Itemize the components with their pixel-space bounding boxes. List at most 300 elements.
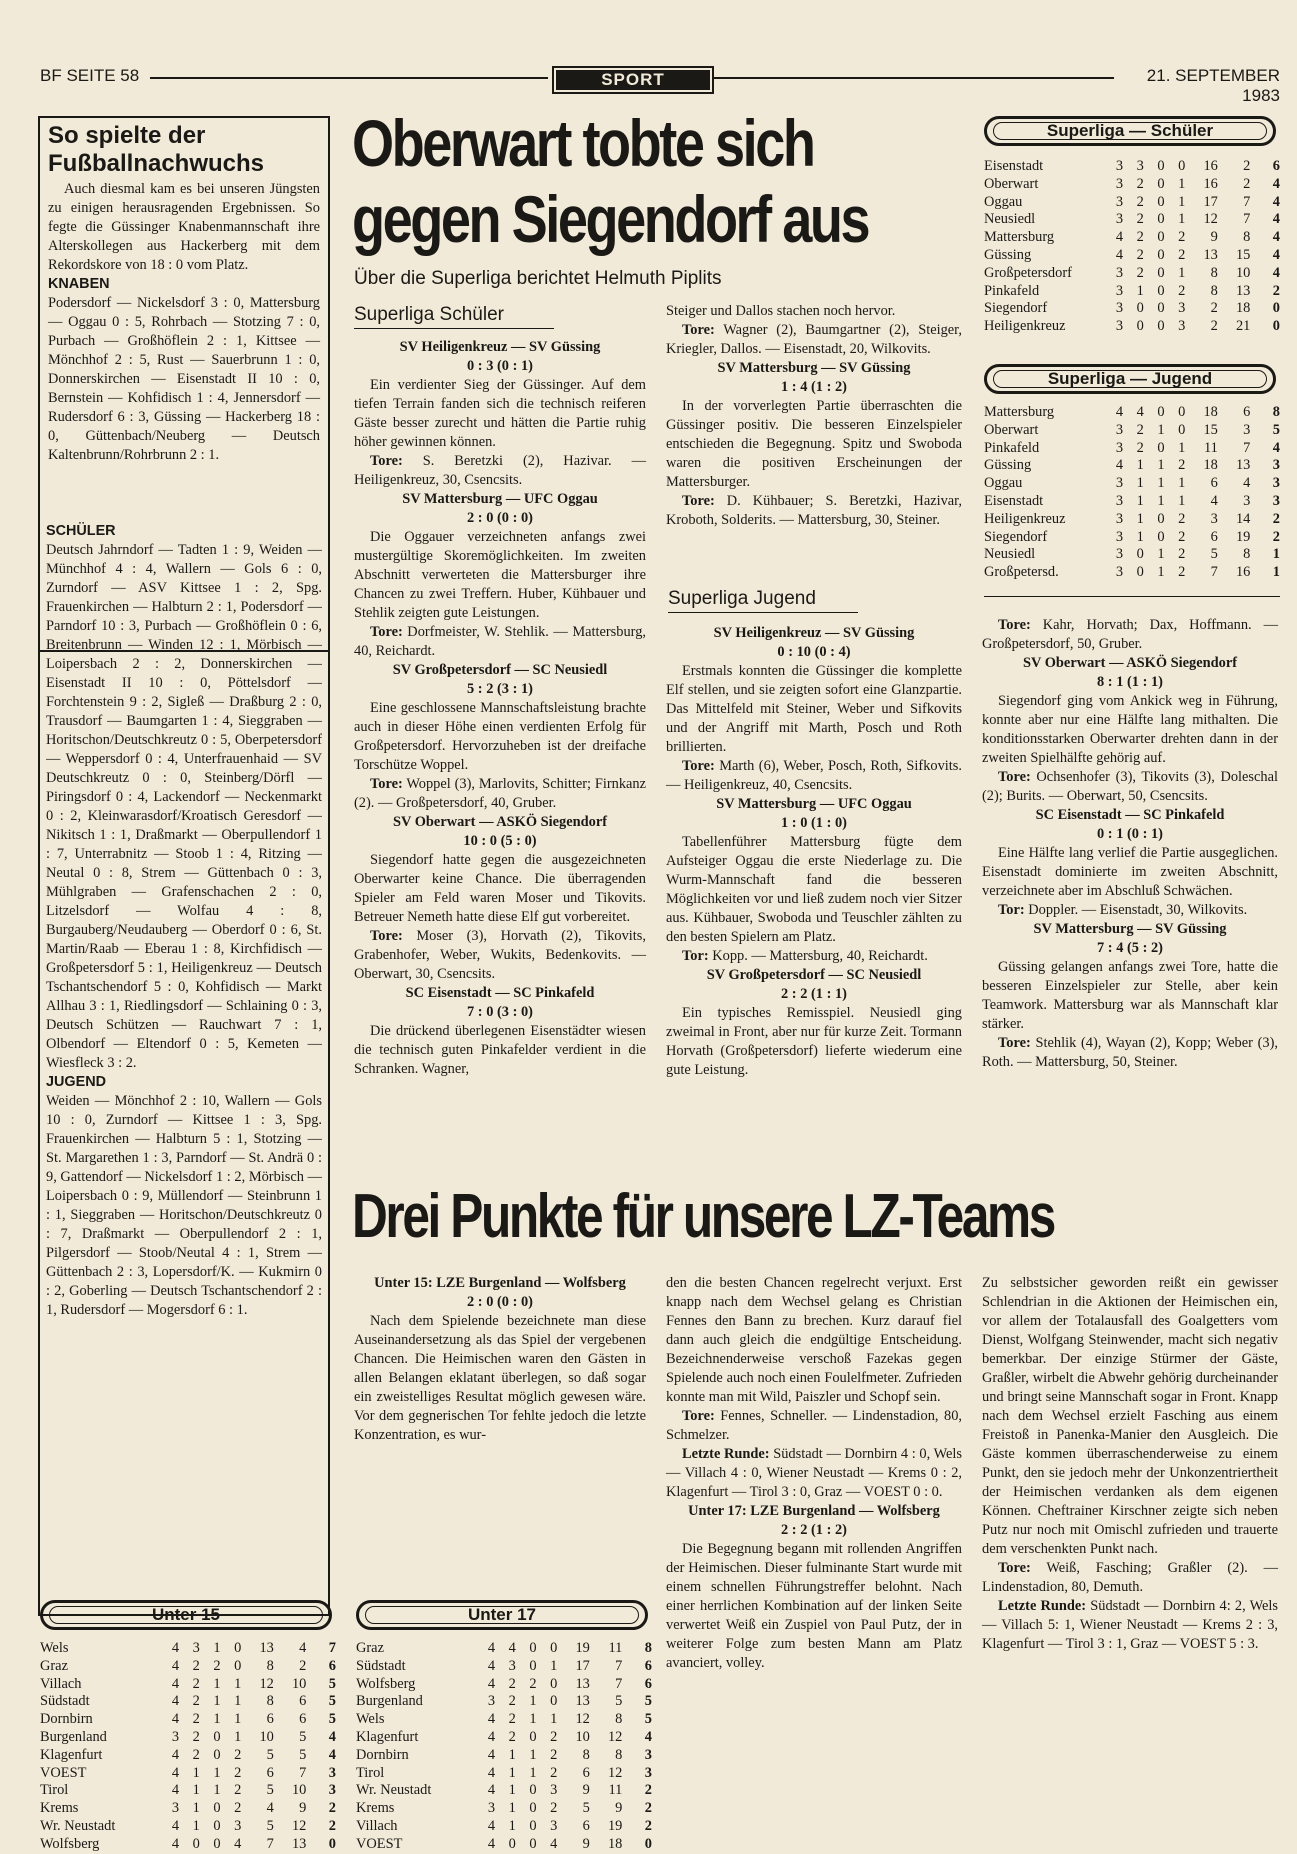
stat-cell: 14: [1235, 510, 1251, 527]
stat-cell: 8: [582, 1746, 590, 1763]
team-name: Villach: [40, 1675, 82, 1692]
paragraph: Ein verdienter Sieg der Güssinger. Auf dem tiefen Terrain fanden sich die technisch reiferen Gäste besser zurecht und hätten die Partie ruhig höher gewinnen können.: [354, 377, 646, 450]
stat-cell: 3: [328, 1764, 336, 1781]
stat-cell: 8: [266, 1693, 274, 1710]
table-row: [40, 1676, 336, 1694]
issue-date: 21. SEPTEMBER 1983: [1146, 66, 1280, 105]
team-name: Wels: [356, 1711, 385, 1728]
stat-cell: 2: [234, 1746, 242, 1763]
stat-cell: 7: [1210, 564, 1218, 581]
paragraph-continued: den die besten Chancen regelrecht verjuxt. Erst knapp nach dem Wechsel gelang es Christian Fennes den Bann zu brechen. Kurz darauf fiel dann auch gleich die endgültige Entscheidung. Bezeichnenderweise verschoß Fazekas gegen Spielende auch noch einen Foulelfmeter. Zufrieden konnte man mit Wild, Paiszler und Schopf sein.: [666, 1275, 962, 1405]
stat-cell: 8: [1243, 229, 1251, 246]
stat-cell: 2: [192, 1693, 200, 1710]
stat-cell: 2: [192, 1657, 200, 1674]
table-row: [984, 318, 1280, 336]
paragraph: Tabellenführer Mattersburg fügte dem Aufsteiger Oggau die erste Niederlage zu. Die Wurm-Mannschaft fand die besseren Möglichkeiten vor und ließ zudem noch vier Sitzer aus. Kühbauer, Swoboda und Teuschler zählten zu den besten Spielern am Platz.: [666, 834, 962, 945]
stat-cell: 0: [192, 1835, 200, 1852]
table-row: [40, 1818, 336, 1836]
stat-cell: 13: [291, 1835, 307, 1852]
paragraph: Tore: Stehlik (4), Wayan (2), Kopp; Weber (3), Roth. — Mattersburg, 50, Steiner.: [982, 1035, 1278, 1070]
stat-cell: 11: [608, 1640, 623, 1656]
stat-cell: 2: [1178, 528, 1186, 545]
team-name: Dornbirn: [40, 1711, 93, 1728]
stat-cell: 3: [1210, 510, 1218, 527]
stat-cell: 4: [171, 1764, 180, 1781]
standings-unter-15: [40, 1640, 336, 1854]
stat-cell: 2: [1178, 510, 1186, 527]
stat-cell: 2: [1178, 546, 1186, 563]
team-name: Wels: [40, 1640, 69, 1656]
headline-1-line-2: gegen Siegendorf aus: [352, 182, 869, 256]
team-name: Wr. Neustadt: [356, 1782, 432, 1799]
stat-cell: 3: [234, 1817, 242, 1834]
table-row: [356, 1676, 652, 1694]
stat-cell: 1: [1157, 421, 1165, 438]
stat-cell: 3: [171, 1800, 180, 1817]
team-name: Wolfsberg: [356, 1675, 416, 1692]
stat-cell: 19: [575, 1640, 590, 1656]
stat-cell: 1: [1178, 475, 1186, 492]
table-row: [356, 1782, 652, 1800]
stat-cell: 3: [1115, 528, 1124, 545]
stat-cell: 1: [1136, 528, 1144, 545]
stat-cell: 0: [1272, 300, 1280, 317]
paragraph-lead: Letzte Runde:: [998, 1598, 1087, 1614]
stat-cell: 17: [575, 1657, 590, 1674]
paragraph: Tore: Dorfmeister, W. Stehlik. — Mattersburg, 40, Reichardt.: [354, 624, 646, 659]
standings-superliga-schueler: [984, 158, 1280, 336]
stat-cell: 4: [328, 1746, 336, 1763]
match-heading: 0 : 1 (0 : 1): [1097, 826, 1163, 842]
match-heading: SV Heiligenkreuz — SV Güssing: [399, 339, 601, 355]
table-row: [40, 1693, 336, 1711]
stat-cell: 3: [1115, 211, 1124, 228]
team-name: VOEST: [40, 1764, 87, 1781]
team-name: Großpetersd.: [984, 564, 1059, 581]
stat-cell: 1: [550, 1657, 558, 1674]
stat-cell: 4: [1115, 404, 1124, 420]
jugend-label: JUGEND: [46, 1074, 106, 1090]
stat-cell: 2: [508, 1711, 516, 1728]
team-name: Oggau: [984, 193, 1023, 210]
table-row: [356, 1747, 652, 1765]
stat-cell: 0: [529, 1640, 537, 1656]
table-row: [984, 194, 1280, 212]
table-row: [984, 422, 1280, 440]
stat-cell: 12: [607, 1728, 623, 1745]
match-heading: SV Großpetersdorf — SC Neusiedl: [392, 662, 608, 678]
stat-cell: 4: [171, 1640, 180, 1656]
paragraph-lead: Tore:: [370, 776, 403, 792]
stat-cell: 5: [582, 1800, 590, 1817]
stat-cell: 2: [508, 1675, 516, 1692]
header-rule-right: [714, 77, 1114, 79]
stat-cell: 0: [1157, 439, 1165, 456]
stat-cell: 10: [575, 1728, 590, 1745]
stat-cell: 1: [508, 1764, 516, 1781]
team-name: Klagenfurt: [356, 1728, 419, 1745]
stat-cell: 0: [1136, 564, 1144, 581]
table-row: [40, 1658, 336, 1676]
match-heading: 0 : 10 (0 : 4): [777, 644, 851, 660]
stat-cell: 4: [487, 1728, 496, 1745]
stat-cell: 2: [1136, 421, 1144, 438]
stat-cell: 3: [644, 1764, 652, 1781]
paragraph: In der vorverlegten Partie überraschten die Güssinger positiv. Die besseren Einzelspieler entschieden die Begegnung. Spitz und Swoboda waren die positiven Erscheinungen der Mattersburger.: [666, 398, 962, 490]
stat-cell: 4: [1115, 457, 1124, 474]
table-row: [356, 1765, 652, 1783]
stat-cell: 3: [487, 1693, 496, 1710]
stat-cell: 1: [529, 1693, 537, 1710]
stat-cell: 0: [1157, 300, 1165, 317]
stat-cell: 3: [1115, 175, 1124, 192]
table-row: [984, 229, 1280, 247]
stat-cell: 0: [213, 1835, 221, 1852]
stat-cell: 13: [259, 1640, 274, 1656]
stat-cell: 1: [529, 1764, 537, 1781]
paragraph-continued: Steiger und Dallos stachen noch hervor.: [666, 303, 896, 319]
stat-cell: 12: [1203, 211, 1218, 228]
table-row: [984, 440, 1280, 458]
table-row: [984, 247, 1280, 265]
table-row: [356, 1729, 652, 1747]
table-row: [984, 493, 1280, 511]
article1-column-1: [354, 338, 646, 1079]
stat-cell: 1: [1136, 475, 1144, 492]
stat-cell: 2: [192, 1728, 200, 1745]
paragraph: Tore: Ochsenhofer (3), Tikovits (3), Doleschal (2); Burits. — Oberwart, 50, Csencsits.: [982, 769, 1278, 804]
stat-cell: 4: [1272, 439, 1280, 456]
section-label: SPORT: [552, 66, 714, 94]
stat-cell: 12: [259, 1675, 274, 1692]
stat-cell: 9: [582, 1835, 590, 1852]
stat-cell: 4: [171, 1675, 180, 1692]
stat-cell: 5: [1210, 546, 1218, 563]
stat-cell: 2: [508, 1693, 516, 1710]
table-row: [356, 1800, 652, 1818]
team-name: VOEST: [356, 1835, 403, 1852]
article1-column-2-top: [666, 302, 962, 530]
stat-cell: 2: [1243, 175, 1251, 192]
match-heading: 1 : 0 (1 : 0): [781, 815, 847, 831]
stat-cell: 3: [1115, 300, 1124, 317]
match-heading: SC Eisenstadt — SC Pinkafeld: [405, 985, 595, 1001]
stat-cell: 4: [1210, 492, 1218, 509]
stat-cell: 0: [1157, 282, 1165, 299]
stat-cell: 3: [1178, 300, 1186, 317]
stat-cell: 0: [234, 1657, 242, 1674]
subhead-rule: [668, 612, 858, 613]
table-row: [356, 1640, 652, 1658]
table-title-unter-17: Unter 17: [356, 1600, 648, 1630]
stat-cell: 1: [1136, 457, 1144, 474]
jugend-results: Weiden — Mönchhof 2 : 10, Wallern — Gols 10 : 0, Zurndorf — Kittsee 1 : 3, Spg. Frauenkirchen — Halbturn 5 : 1, Stotzing — St. Margarethen 1 : 3, Parndorf — St. Andrä 0 : 9, Gattendorf — Nickelsdorf 1 : 2, Mörbisch — Loipersbach 0 : 9, Müllendorf — Steinbrunn 1 : 1, Sieggraben — Horitschon/Deutschkreutz 0 : 7, Draßmarkt — Oberpullendorf 2 : 1, Pilgersdorf — Stoob/Neutal 4 : 1, Strem — Güttenbach 2 : 3, Lopersdorf/K. — Kukmirn 0 : 2, Goberling — Deutsch Tschantschendorf 2 : 1, Rudersdorf — Mogersdorf 6 : 1.: [46, 1093, 322, 1318]
stat-cell: 0: [1157, 404, 1165, 420]
stat-cell: 1: [192, 1817, 200, 1834]
table-row: [40, 1729, 336, 1747]
team-name: Heiligenkreuz: [984, 318, 1066, 335]
stat-cell: 18: [1203, 404, 1218, 420]
stat-cell: 2: [1178, 564, 1186, 581]
team-name: Neusiedl: [984, 211, 1036, 228]
paragraph: Tore: Wagner (2), Baumgartner (2), Steiger, Kriegler, Dallos. — Eisenstadt, 20, Wilkovits.: [666, 322, 962, 357]
table-row: [984, 475, 1280, 493]
paragraph-lead: Tor:: [682, 948, 709, 964]
paragraph: Tor: Kopp. — Mattersburg, 40, Reichardt.: [682, 948, 928, 964]
stat-cell: 3: [171, 1728, 180, 1745]
stat-cell: 6: [328, 1657, 336, 1674]
stat-cell: 2: [234, 1764, 242, 1781]
stat-cell: 0: [213, 1817, 221, 1834]
match-heading: 0 : 3 (0 : 1): [467, 358, 533, 374]
stat-cell: 2: [1136, 193, 1144, 210]
table-row: [984, 176, 1280, 194]
table-row: [984, 283, 1280, 301]
stat-cell: 6: [582, 1764, 590, 1781]
standings-unter-17: [356, 1640, 652, 1854]
stat-cell: 2: [192, 1711, 200, 1728]
stat-cell: 1: [508, 1746, 516, 1763]
match-heading: Unter 15: LZE Burgenland — Wolfsberg: [374, 1275, 626, 1291]
stat-cell: 17: [1203, 193, 1218, 210]
team-name: Burgenland: [356, 1693, 423, 1710]
stat-cell: 5: [266, 1817, 274, 1834]
stat-cell: 1: [213, 1782, 221, 1799]
stat-cell: 11: [1203, 439, 1218, 456]
team-name: Güssing: [984, 457, 1032, 474]
paragraph-lead: Tore:: [370, 624, 403, 640]
match-heading: 2 : 2 (1 : 1): [781, 986, 847, 1002]
stat-cell: 1: [1157, 457, 1165, 474]
stat-cell: 1: [1136, 282, 1144, 299]
stat-cell: 2: [1136, 264, 1144, 281]
stat-cell: 5: [328, 1693, 336, 1710]
stat-cell: 4: [171, 1835, 180, 1852]
standings-superliga-jugend: [984, 404, 1280, 582]
table-row: [984, 564, 1280, 582]
stat-cell: 7: [1243, 439, 1251, 456]
stat-cell: 5: [328, 1711, 336, 1728]
paragraph-lead: Tore:: [998, 769, 1031, 785]
stat-cell: 2: [644, 1817, 652, 1834]
stat-cell: 10: [1235, 264, 1251, 281]
stat-cell: 3: [1115, 158, 1124, 174]
stat-cell: 3: [1243, 421, 1251, 438]
stat-cell: 4: [487, 1657, 496, 1674]
stat-cell: 10: [259, 1728, 274, 1745]
stat-cell: 3: [1178, 318, 1186, 335]
stat-cell: 8: [1210, 282, 1218, 299]
stat-cell: 4: [171, 1817, 180, 1834]
stat-cell: 4: [1115, 246, 1124, 263]
paragraph: Tor: Doppler. — Eisenstadt, 30, Wilkovits.: [998, 902, 1248, 918]
article1-column-2-bottom: [666, 624, 962, 1080]
subhead-superliga-jugend: Superliga Jugend: [668, 588, 816, 609]
match-heading: 2 : 2 (1 : 2): [781, 1522, 847, 1538]
stat-cell: 0: [1136, 546, 1144, 563]
stat-cell: 1: [529, 1711, 537, 1728]
match-heading: 10 : 0 (5 : 0): [463, 833, 537, 849]
stat-cell: 2: [550, 1746, 558, 1763]
page-number: BF SEITE 58: [40, 66, 140, 85]
stat-cell: 8: [1243, 546, 1251, 563]
paragraph-lead: Tore:: [998, 617, 1031, 633]
stat-cell: 3: [1115, 318, 1124, 335]
stat-cell: 1: [1157, 564, 1165, 581]
headline-2: Drei Punkte für unsere LZ-Teams: [352, 1182, 1054, 1251]
stat-cell: 7: [266, 1835, 274, 1852]
stat-cell: 2: [550, 1764, 558, 1781]
team-name: Oggau: [984, 475, 1023, 492]
stat-cell: 0: [213, 1800, 221, 1817]
stat-cell: 9: [1210, 229, 1218, 246]
stat-cell: 2: [1272, 510, 1280, 527]
stat-cell: 8: [1272, 404, 1280, 420]
stat-cell: 3: [1115, 282, 1124, 299]
stat-cell: 4: [1136, 404, 1144, 420]
stat-cell: 1: [213, 1675, 221, 1692]
team-name: Neusiedl: [984, 546, 1036, 563]
stat-cell: 3: [487, 1800, 496, 1817]
stat-cell: 2: [644, 1782, 652, 1799]
knaben-label: KNABEN: [48, 276, 110, 292]
stat-cell: 12: [575, 1711, 590, 1728]
stat-cell: 2: [550, 1728, 558, 1745]
stat-cell: 0: [529, 1782, 537, 1799]
table-title-unter-15: Unter 15: [40, 1600, 332, 1630]
paragraph: Ein typisches Remisspiel. Neusiedl ging zweimal in Front, aber nur für kurze Zeit. Tormann Horvath (Großpetersdorf) lieferte wiederum eine gute Leistung.: [666, 1005, 962, 1078]
stat-cell: 3: [1115, 193, 1124, 210]
stat-cell: 4: [171, 1782, 180, 1799]
stat-cell: 0: [1178, 404, 1186, 420]
stat-cell: 2: [299, 1657, 307, 1674]
team-name: Wolfsberg: [40, 1835, 100, 1852]
stat-cell: 2: [644, 1800, 652, 1817]
paragraph-lead: Tor:: [998, 902, 1025, 918]
stat-cell: 3: [1115, 510, 1124, 527]
stat-cell: 6: [644, 1675, 652, 1692]
stat-cell: 1: [234, 1711, 242, 1728]
stat-cell: 4: [1272, 229, 1280, 246]
stat-cell: 18: [1203, 457, 1218, 474]
stat-cell: 0: [1157, 158, 1165, 174]
paragraph-lead: Tore:: [370, 928, 403, 944]
stat-cell: 4: [1115, 229, 1124, 246]
stat-cell: 12: [607, 1764, 623, 1781]
stat-cell: 3: [1115, 439, 1124, 456]
youth-intro: Auch diesmal kam es bei unseren Jüngsten zu einigen herausragenden Ergebnissen. So fegte die Güssinger Knabenmannschaft ihre Alterskollegen aus Hackerberg mit dem Rekordskore von 18 : 0 vom Platz.: [48, 181, 320, 273]
stat-cell: 4: [266, 1800, 274, 1817]
stat-cell: 1: [1178, 193, 1186, 210]
stat-cell: 4: [1272, 264, 1280, 281]
table-row: [40, 1765, 336, 1783]
stat-cell: 13: [1235, 282, 1251, 299]
stat-cell: 4: [644, 1728, 652, 1745]
stat-cell: 2: [328, 1800, 336, 1817]
stat-cell: 6: [1210, 528, 1218, 545]
stat-cell: 5: [299, 1728, 307, 1745]
paragraph-lead: Letzte Runde:: [682, 1446, 770, 1462]
stat-cell: 1: [1178, 492, 1186, 509]
stat-cell: 0: [508, 1835, 516, 1852]
stat-cell: 0: [1157, 528, 1165, 545]
stat-cell: 2: [1210, 318, 1218, 335]
paragraph: Güssing gelangen anfangs zwei Tore, hatte die besseren Einzelspieler zur Stelle, aber kein Teamwork. Mattersburg war als Mannschaft klar stärker.: [982, 959, 1278, 1032]
stat-cell: 1: [234, 1693, 242, 1710]
paragraph: Die Oggauer verzeichneten anfangs zwei mustergültige Skoremöglichkeiten. Im zweiten Abschnitt verwerteten die Mattersburger ihre Chancen zu zwei Treffern. Huber, Kühbauer und Stehlik zeigten gute Leistungen.: [354, 529, 646, 621]
table-row: [984, 529, 1280, 547]
stat-cell: 2: [1178, 246, 1186, 263]
stat-cell: 0: [529, 1657, 537, 1674]
table-row: [984, 457, 1280, 475]
table-row: [984, 300, 1280, 318]
match-heading: 7 : 0 (3 : 0): [467, 1004, 533, 1020]
stat-cell: 0: [1157, 246, 1165, 263]
stat-cell: 4: [1272, 211, 1280, 228]
stat-cell: 6: [644, 1657, 652, 1674]
stat-cell: 7: [328, 1640, 336, 1656]
stat-cell: 0: [1178, 421, 1186, 438]
stat-cell: 2: [1178, 282, 1186, 299]
match-heading: 2 : 0 (0 : 0): [467, 1294, 533, 1310]
stat-cell: 0: [1157, 510, 1165, 527]
stat-cell: 2: [1136, 229, 1144, 246]
table-row: [984, 265, 1280, 283]
stat-cell: 3: [1272, 475, 1280, 492]
stat-cell: 1: [529, 1746, 537, 1763]
stat-cell: 1: [508, 1800, 516, 1817]
stat-cell: 0: [1157, 175, 1165, 192]
match-heading: 7 : 4 (5 : 2): [1097, 940, 1163, 956]
table-row: [356, 1693, 652, 1711]
stat-cell: 1: [1136, 510, 1144, 527]
stat-cell: 2: [1272, 528, 1280, 545]
stat-cell: 2: [1136, 439, 1144, 456]
team-name: Siegendorf: [984, 300, 1048, 317]
stat-cell: 16: [1235, 564, 1251, 581]
stat-cell: 1: [192, 1800, 200, 1817]
stat-cell: 6: [1243, 404, 1251, 420]
stat-cell: 18: [1235, 300, 1251, 317]
stat-cell: 9: [615, 1800, 623, 1817]
stat-cell: 2: [508, 1728, 516, 1745]
stat-cell: 6: [299, 1693, 307, 1710]
paragraph-lead: Tore:: [682, 1408, 715, 1424]
team-name: Oberwart: [984, 175, 1039, 192]
match-heading: SV Heiligenkreuz — SV Güssing: [713, 625, 915, 641]
stat-cell: 0: [1178, 158, 1186, 174]
table-row: [40, 1782, 336, 1800]
stat-cell: 13: [575, 1675, 590, 1692]
table-row: [356, 1818, 652, 1836]
stat-cell: 7: [1243, 211, 1251, 228]
stat-cell: 13: [1203, 246, 1218, 263]
stat-cell: 1: [1178, 211, 1186, 228]
stat-cell: 15: [1235, 246, 1251, 263]
knaben-results: Podersdorf — Nickelsdorf 3 : 0, Mattersburg — Oggau 0 : 5, Rohrbach — Stotzing 7 : 0, Purbach — Großhöflein 2 : 1, Kittsee — Mönchhof 2 : 5, Rust — Sauerbrunn 1 : 0, Donnerskirchen — Eisenstadt II 10 : 0, Bernstein — Kohfidisch 1 : 4, Jennersdorf — Rudersdorf 6 : 3, Güssing — Hackerberg 18 : 0, Güttenbach/Neuberg — Deutsch Kaltenbrunn/Rohrbrunn 2 : 1.: [48, 295, 320, 463]
stat-cell: 6: [266, 1764, 274, 1781]
team-name: Graz: [356, 1640, 384, 1656]
stat-cell: 8: [615, 1746, 623, 1763]
stat-cell: 1: [508, 1782, 516, 1799]
stat-cell: 2: [234, 1782, 242, 1799]
team-name: Südstadt: [40, 1693, 90, 1710]
match-heading: SV Mattersburg — SV Güssing: [1033, 921, 1227, 937]
stat-cell: 8: [644, 1640, 652, 1656]
stat-cell: 4: [487, 1746, 496, 1763]
team-name: Oberwart: [984, 421, 1039, 438]
stat-cell: 2: [192, 1746, 200, 1763]
